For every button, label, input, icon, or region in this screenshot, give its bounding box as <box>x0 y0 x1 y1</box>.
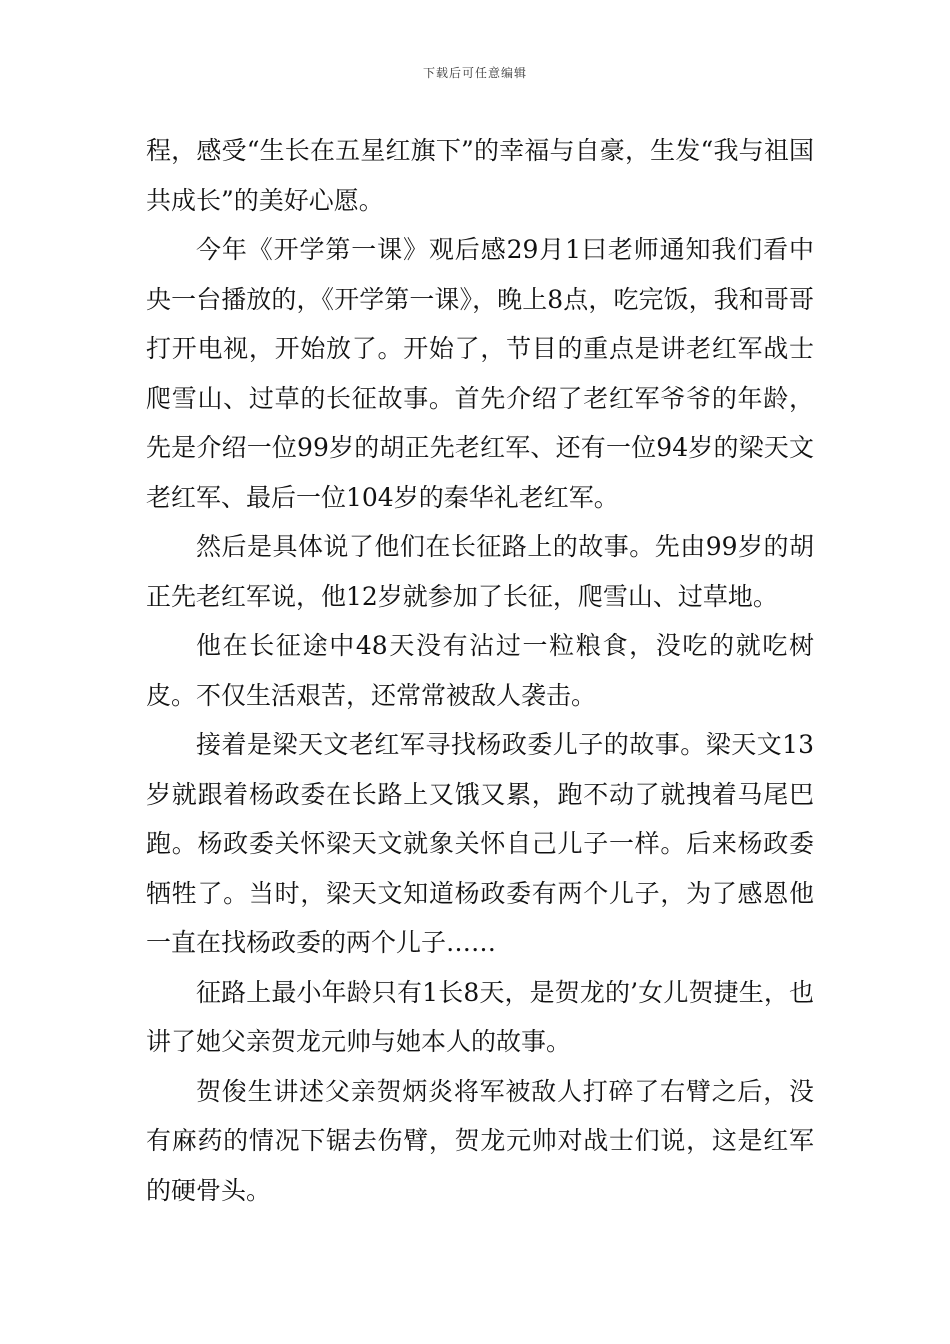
page-header-note: 下载后可任意编辑 <box>422 66 527 80</box>
paragraph-1: 程，感受“生长在五星红旗下”的幸福与自豪，生发“我与祖国共成长”的美好心愿。 <box>146 136 814 215</box>
paragraph-6: 征路上最小年龄只有1长8天，是贺龙的’女儿贺捷生，也讲了她父亲贺龙元帅与她本人的故事。 <box>146 977 814 1056</box>
paragraph-3: 然后是具体说了他们在长征路上的故事。先由99岁的胡正先老红军说，他12岁就参加了长征，爬雪山、过草地。 <box>146 532 814 611</box>
paragraph-2: 今年《开学第一课》观后感29月1曰老师通知我们看中央一台播放的，《开学第一课》，晚上8点，吃完饭，我和哥哥打开电视，开始放了。开始了，节目的重点是讲老红军战士爬雪山、过草的长征故事。首先介绍了老红军爷爷的年龄，先是介绍一位99岁的胡正先老红军、还有一位94岁的梁天文老红军、最后一位104岁的秦华礼老红军。 <box>146 235 814 512</box>
document-body <box>146 126 814 1215</box>
paragraph-5: 接着是梁天文老红军寻找杨政委儿子的故事。梁天文13岁就跟着杨政委在长路上又饿又累，跑不动了就拽着马尾巴跑。杨政委关怀梁天文就象关怀自己儿子一样。后来杨政委牺牲了。当时，梁天文知道杨政委有两个儿子，为了感恩他一直在找杨政委的两个儿子…… <box>146 730 814 957</box>
paragraph-4: 他在长征途中48天没有沾过一粒粮食，没吃的就吃树皮。不仅生活艰苦，还常常被敌人袭击。 <box>146 631 814 710</box>
paragraph-7: 贺俊生讲述父亲贺炳炎将军被敌人打碎了右臂之后，没有麻药的情况下锯去伤臂，贺龙元帅对战士们说，这是红军的硬骨头。 <box>146 1076 814 1205</box>
